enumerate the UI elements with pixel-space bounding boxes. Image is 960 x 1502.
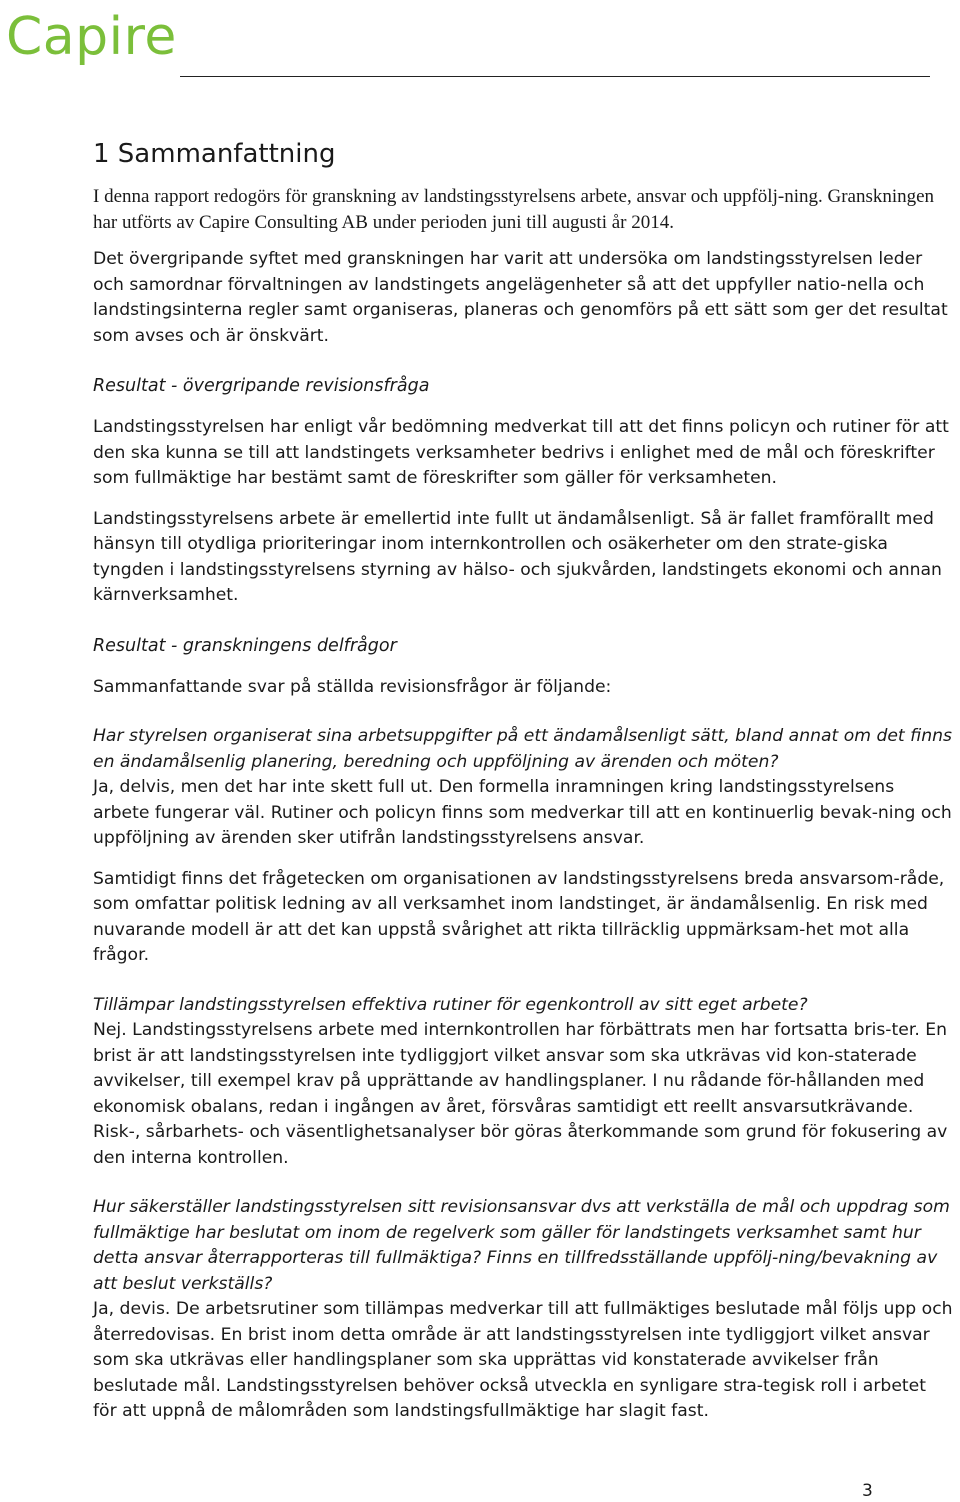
header-rule — [180, 76, 930, 77]
capire-logo: Capire — [6, 7, 177, 67]
subheading-overall-question: Resultat - övergripande revisionsfråga — [93, 376, 430, 396]
answer-3: Ja, devis. De arbetsrutiner som tillämpas medverkar till att fullmäktiges beslutade mål följs upp och återredovisas. En brist inom detta område är att landstingsstyrelsen inte tydliggjort vilket ansvar som ska utkrävas eller handlingsplaner som ska upprättas vid konstaterade avvikelser från beslutade mål. Landstingsstyrelsen behöver också utveckla en synligare stra-tegisk roll i arbetet för att uppnå de målområden som landstingsfullmäktige har slagit fast. — [93, 1299, 953, 1421]
section-heading: 1 Sammanfattning — [93, 139, 336, 169]
page-number: 3 — [862, 1481, 873, 1501]
sub-questions-intro: Sammanfattande svar på ställda revisionsfrågor är följande: — [93, 676, 612, 697]
overall-result-paragraph-2: Landstingsstyrelsens arbete är emellertid inte fullt ut ändamålsenligt. Så är fallet framförallt med hänsyn till otydliga prioriteringar inom internkontrollen och osäkerheter om den strate-giska tyngden i landstingsstyrelsens styrning av hälso- och sjukvården, landstingets ekonomi och annan kärnverksamhet. — [93, 508, 942, 605]
answer-2: Nej. Landstingsstyrelsens arbete med internkontrollen har förbättrats men har fortsatta bris-ter. En brist är att landstingsstyrelsen inte tydliggjort vilket ansvar som ska utkrävas vid kon-staterade avvikelser, till exempel krav på upprättande av handlingsplaner. I nu rådande för-hållanden med ekonomisk obalans, redan i ingången av året, försvåras samtidigt ett reellt ansvarsutkrävande. Risk-, sårbarhets- och väsentlighetsanalyser bör göras återkommande som grund för fokusering av den interna kontrollen. — [93, 1020, 948, 1168]
intro-paragraph: I denna rapport redogörs för granskning av landstingsstyrelsens arbete, ansvar och uppfölj-ning. Granskningen har utförts av Capire Consulting AB under perioden juni till augusti år 2014. — [93, 186, 935, 233]
purpose-paragraph: Det övergripande syftet med granskningen har varit att undersöka om landstingsstyrelsen leder och samordnar förvaltningen av landstingets angelägenheter så att det uppfyller natio-nella och landstingsinterna regler samt organiseras, planeras och genomförs på ett sätt som ger det resultat som avses och är önskvärt. — [93, 249, 948, 346]
answer-1: Ja, delvis, men det har inte skett full ut. Den formella inramningen kring landstingsstyrelsens arbete fungerar väl. Rutiner och policyn finns som medverkar till att en kontinuerlig bevak-ning och uppföljning av ärenden sker utifrån landstingsstyrelsens ansvar. — [93, 777, 952, 848]
question-1: Har styrelsen organiserat sina arbetsuppgifter på ett ändamålsenligt sätt, bland annat om det finns en ändamålsenlig planering, beredning och uppföljning av ärenden och möten? — [93, 726, 952, 772]
subheading-sub-questions: Resultat - granskningens delfrågor — [93, 635, 397, 656]
overall-result-paragraph-1: Landstingsstyrelsen har enligt vår bedömning medverkat till att det finns policyn och rutiner för att den ska kunna se till att landstingets verksamheter bedrivs i enlighet med de mål och föreskrifter som fullmäktige har bestämt samt de föreskrifter som gäller för verksamheten. — [93, 417, 949, 488]
answer-1-continued: Samtidigt finns det frågetecken om organisationen av landstingsstyrelsens breda ansvarsom-råde, som omfattar politisk ledning av all verksamhet inom landstinget, är ändamålsenlig. En risk med nuvarande modell är att det kan uppstå svårighet att rikta tillräcklig uppmärksam-het mot alla frågor. — [93, 868, 945, 965]
document-body — [93, 134, 955, 1425]
question-3: Hur säkerställer landstingsstyrelsen sitt revisionsansvar dvs att verkställa de mål och uppdrag som fullmäktige har beslutat om inom de regelverk som gäller för landstingets verksamhet samt hur detta ansvar återrapporteras till fullmäktiga? Finns en tillfredsställande uppfölj-ning/bevakning av att beslut verkställs? — [93, 1197, 950, 1294]
question-2: Tillämpar landstingsstyrelsen effektiva rutiner för egenkontroll av sitt eget arbete? — [93, 994, 808, 1015]
